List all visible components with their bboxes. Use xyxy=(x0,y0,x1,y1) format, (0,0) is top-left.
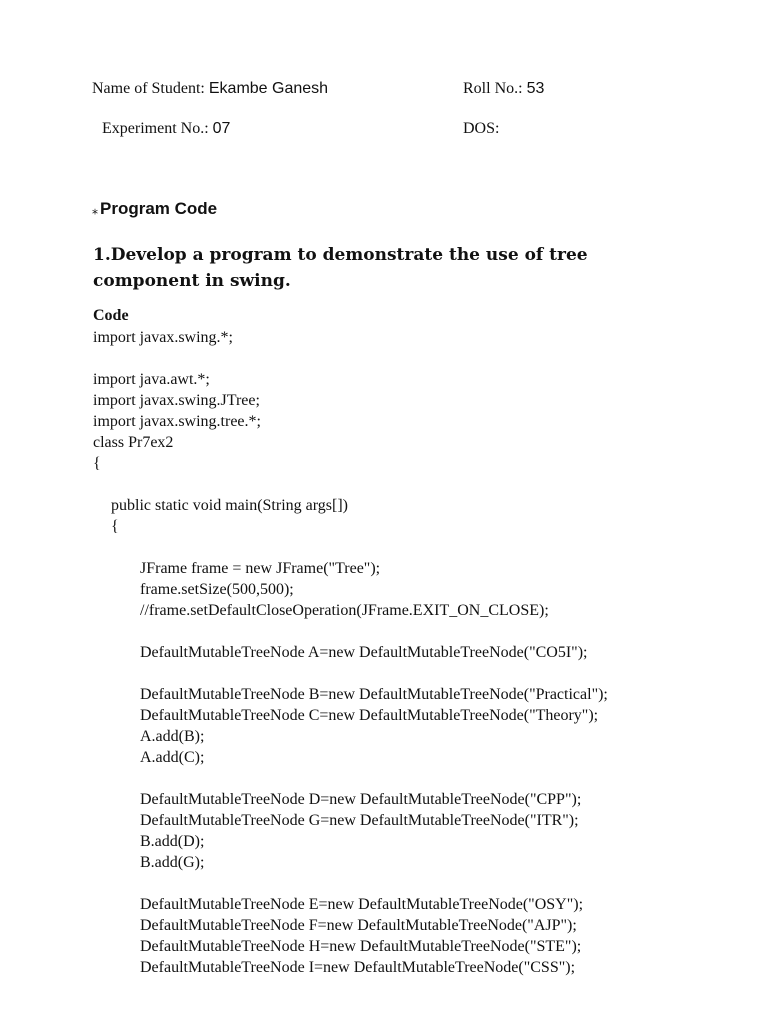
code-line: DefaultMutableTreeNode F=new DefaultMutableTreeNode("AJP"); xyxy=(140,917,577,934)
code-line: DefaultMutableTreeNode E=new DefaultMutableTreeNode("OSY"); xyxy=(140,896,584,913)
experiment-number-value: 07 xyxy=(212,120,231,137)
code-line: B.add(D); xyxy=(140,833,205,850)
code-line: DefaultMutableTreeNode I=new DefaultMutableTreeNode("CSS"); xyxy=(140,959,576,976)
code-line: DefaultMutableTreeNode H=new DefaultMutableTreeNode("STE"); xyxy=(140,938,582,955)
code-line: DefaultMutableTreeNode G=new DefaultMutableTreeNode("ITR"); xyxy=(140,812,579,829)
dos-label: DOS: xyxy=(463,120,500,137)
experiment-number-label: Experiment No.: xyxy=(102,120,209,137)
code-line: DefaultMutableTreeNode C=new DefaultMutableTreeNode("Theory"); xyxy=(140,707,599,724)
code-line: DefaultMutableTreeNode B=new DefaultMutableTreeNode("Practical"); xyxy=(140,686,608,703)
code-line: A.add(C); xyxy=(140,749,205,766)
section-title: Program Code xyxy=(100,199,218,218)
section-heading xyxy=(92,199,217,219)
code-line: { xyxy=(111,518,119,535)
code-line: A.add(B); xyxy=(140,728,205,745)
code-line: { xyxy=(93,455,101,472)
code-line: import javax.swing.tree.*; xyxy=(93,413,261,430)
code-line: import javax.swing.JTree; xyxy=(93,392,260,409)
student-name-value: Ekambe Ganesh xyxy=(208,80,329,97)
bullet-star: ⁎ xyxy=(92,203,98,217)
code-line: public static void main(String args[]) xyxy=(111,497,348,514)
code-line: JFrame frame = new JFrame("Tree"); xyxy=(140,560,381,577)
code-title: Code xyxy=(93,307,129,324)
code-line: import java.awt.*; xyxy=(93,371,210,388)
code-line: import javax.swing.*; xyxy=(93,329,233,346)
question-text: 1.Develop a program to demonstrate the use of tree component in swing. xyxy=(93,245,588,291)
code-line: class Pr7ex2 xyxy=(93,434,174,451)
code-line: frame.setSize(500,500); xyxy=(140,581,294,598)
code-line: DefaultMutableTreeNode D=new DefaultMutableTreeNode("CPP"); xyxy=(140,791,582,808)
code-line: B.add(G); xyxy=(140,854,205,871)
roll-number-row xyxy=(463,80,544,98)
code-line: //frame.setDefaultCloseOperation(JFrame.EXIT_ON_CLOSE); xyxy=(140,602,549,619)
code-line: DefaultMutableTreeNode A=new DefaultMutableTreeNode("CO5I"); xyxy=(140,644,588,661)
student-name-label: Name of Student: xyxy=(92,80,205,97)
student-name-row xyxy=(92,80,328,98)
experiment-number-row xyxy=(102,120,230,138)
roll-number-value: 53 xyxy=(526,80,545,97)
roll-number-label: Roll No.: xyxy=(463,80,523,97)
